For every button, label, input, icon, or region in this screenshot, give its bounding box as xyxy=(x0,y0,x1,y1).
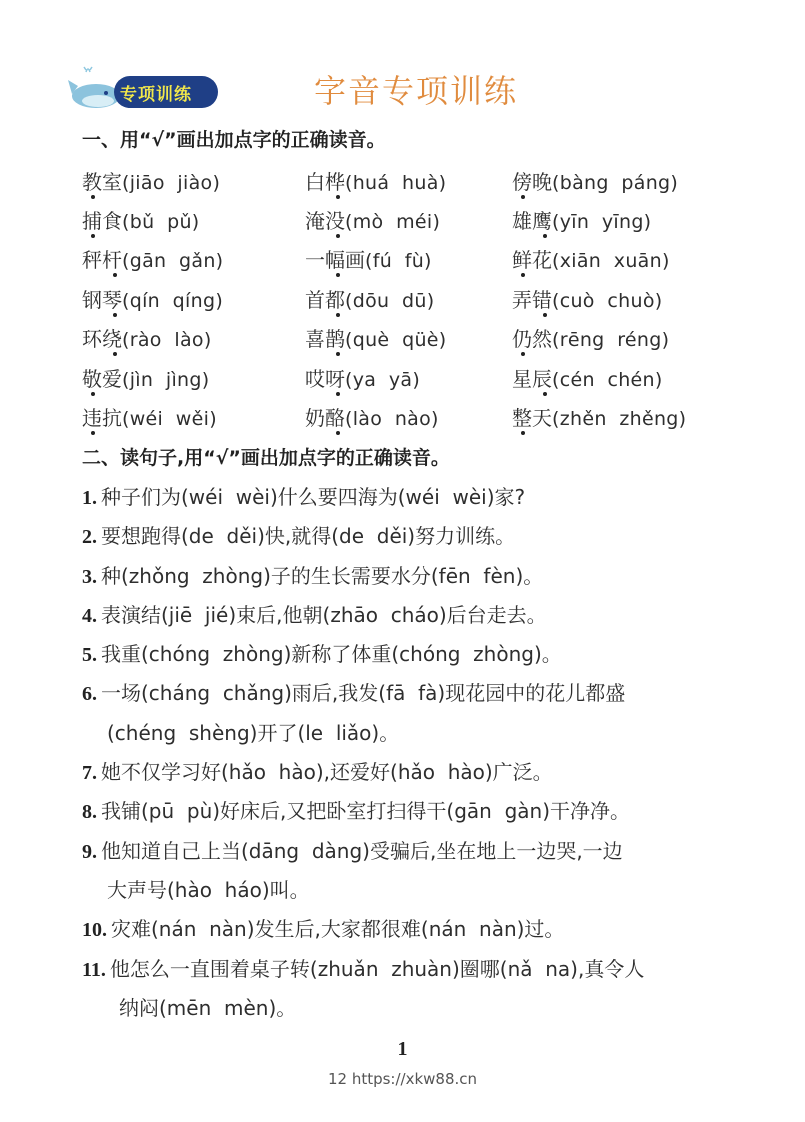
page-title: 字音专项训练 xyxy=(314,72,519,110)
emphasis-dot xyxy=(113,273,117,277)
emphasis-dot xyxy=(543,313,547,317)
sentence-number: 1. xyxy=(82,487,97,509)
sentence-number: 10. xyxy=(82,919,107,941)
word: 奶酪 xyxy=(305,406,345,430)
sentence-continuation xyxy=(107,874,310,903)
pinyin-options[interactable]: (què qüè) xyxy=(345,329,447,351)
pinyin-options[interactable]: (cuò chuò) xyxy=(552,290,663,312)
sentence-item xyxy=(82,677,625,706)
pinyin-options[interactable]: (xiān xuān) xyxy=(552,250,670,272)
sentence-text[interactable]: 纳闷(mēn mèn)。 xyxy=(119,996,297,1020)
sentence-number: 8. xyxy=(82,801,97,823)
sentence-item xyxy=(82,599,547,628)
pinyin-options[interactable]: (bǔ pǔ) xyxy=(122,211,200,233)
emphasis-dot xyxy=(336,234,340,238)
pinyin-options[interactable]: (wéi wěi) xyxy=(122,408,217,430)
pinyin-options[interactable]: (zhěn zhěng) xyxy=(552,408,687,430)
pinyin-options[interactable]: (cén chén) xyxy=(552,369,663,391)
sentence-continuation xyxy=(119,992,296,1021)
sentence-number: 5. xyxy=(82,644,97,666)
word-item xyxy=(82,166,220,195)
word: 一幅画 xyxy=(305,248,365,272)
pinyin-options[interactable]: (qín qíng) xyxy=(122,290,224,312)
word: 敬爱 xyxy=(82,367,122,391)
sentence-item xyxy=(82,560,543,589)
page-number: 1 xyxy=(397,1038,408,1060)
word-item xyxy=(82,205,200,234)
word-item xyxy=(512,402,686,431)
sentence-text[interactable]: 他怎么一直围着桌子转(zhuǎn zhuàn)圈哪(nǎ na),真令人 xyxy=(109,957,645,981)
badge-label: 专项训练 xyxy=(120,85,192,105)
emphasis-dot xyxy=(91,431,95,435)
sentence-item xyxy=(82,835,623,864)
pinyin-options[interactable]: (rēng réng) xyxy=(552,329,670,351)
pinyin-options[interactable]: (dōu dū) xyxy=(345,290,435,312)
sentence-text[interactable]: 她不仅学习好(hǎo hào),还爱好(hǎo hào)广泛。 xyxy=(101,760,553,784)
word-item xyxy=(82,363,209,392)
pinyin-options[interactable]: (huá huà) xyxy=(345,172,447,194)
emphasis-dot xyxy=(521,352,525,356)
word: 仍然 xyxy=(512,327,552,351)
sentence-text[interactable]: 我铺(pū pù)好床后,又把卧室打扫得干(gān gàn)干净净。 xyxy=(101,799,630,823)
word: 星辰 xyxy=(512,367,552,391)
pinyin-options[interactable]: (bàng páng) xyxy=(552,172,679,194)
pinyin-options[interactable]: (lào nào) xyxy=(345,408,439,430)
sentence-item xyxy=(82,795,630,824)
word: 鲜花 xyxy=(512,248,552,272)
word-item xyxy=(82,402,217,431)
word: 喜鹊 xyxy=(305,327,345,351)
sentence-item xyxy=(82,953,644,982)
word-item xyxy=(512,166,678,195)
sentence-number: 9. xyxy=(82,841,97,863)
pinyin-options[interactable]: (ya yā) xyxy=(345,369,421,391)
word-item xyxy=(305,166,446,195)
emphasis-dot xyxy=(543,234,547,238)
word-item xyxy=(512,244,670,273)
emphasis-dot xyxy=(521,431,525,435)
word: 违抗 xyxy=(82,406,122,430)
sentence-number: 6. xyxy=(82,683,97,705)
word-item xyxy=(82,244,223,273)
word: 雄鹰 xyxy=(512,209,552,233)
pinyin-options[interactable]: (mò méi) xyxy=(345,211,441,233)
emphasis-dot xyxy=(91,234,95,238)
pinyin-options[interactable]: (jiāo jiào) xyxy=(122,172,221,194)
sentence-text[interactable]: 种子们为(wéi wèi)什么要四海为(wéi wèi)家? xyxy=(101,485,526,509)
sentence-text[interactable]: 种(zhǒng zhòng)子的生长需要水分(fēn fèn)。 xyxy=(101,564,544,588)
emphasis-dot xyxy=(336,392,340,396)
word-item xyxy=(82,284,223,313)
emphasis-dot xyxy=(336,273,340,277)
emphasis-dot xyxy=(336,431,340,435)
sentence-text[interactable]: 他知道自己上当(dāng dàng)受骗后,坐在地上一边哭,一边 xyxy=(101,839,623,863)
pinyin-options[interactable]: (rào lào) xyxy=(122,329,212,351)
word-item xyxy=(305,284,434,313)
word: 整天 xyxy=(512,406,552,430)
pinyin-options[interactable]: (gān gǎn) xyxy=(122,250,224,272)
sentence-number: 7. xyxy=(82,762,97,784)
word-item xyxy=(305,323,447,352)
word: 教室 xyxy=(82,170,122,194)
word-item xyxy=(82,323,212,352)
word: 白桦 xyxy=(305,170,345,194)
word-item xyxy=(512,323,669,352)
word-item xyxy=(305,402,439,431)
sentence-item xyxy=(82,638,562,667)
pinyin-options[interactable]: (yīn yīng) xyxy=(552,211,652,233)
emphasis-dot xyxy=(336,313,340,317)
word-item xyxy=(512,284,662,313)
sentence-text[interactable]: 表演结(jiē jié)束后,他朝(zhāo cháo)后台走去。 xyxy=(101,603,547,627)
emphasis-dot xyxy=(113,313,117,317)
word: 淹没 xyxy=(305,209,345,233)
word-item xyxy=(305,205,440,234)
emphasis-dot xyxy=(336,195,340,199)
sentence-text[interactable]: 要想跑得(de děi)快,就得(de děi)努力训练。 xyxy=(101,524,516,548)
word: 钢琴 xyxy=(82,288,122,312)
section-2-heading: 二、读句子,用“√”画出加点字的正确读音。 xyxy=(82,447,450,469)
topic-badge xyxy=(66,66,222,110)
word: 捕食 xyxy=(82,209,122,233)
word: 傍晚 xyxy=(512,170,552,194)
sentence-continuation xyxy=(107,717,399,746)
sentence-number: 4. xyxy=(82,605,97,627)
sentence-item xyxy=(82,756,553,785)
emphasis-dot xyxy=(113,352,117,356)
word-item xyxy=(305,244,432,273)
word-item xyxy=(512,205,651,234)
sentence-text[interactable]: (chéng shèng)开了(le liǎo)。 xyxy=(107,721,400,745)
emphasis-dot xyxy=(521,195,525,199)
emphasis-dot xyxy=(521,273,525,277)
sentence-text[interactable]: 我重(chóng zhòng)新称了体重(chóng zhòng)。 xyxy=(101,642,562,666)
sentence-text[interactable]: 灾难(nán nàn)发生后,大家都很难(nán nàn)过。 xyxy=(111,917,565,941)
word: 秤杆 xyxy=(82,248,122,272)
pinyin-options[interactable]: (fú fù) xyxy=(365,250,432,272)
word: 首都 xyxy=(305,288,345,312)
sentence-text[interactable]: 一场(cháng chǎng)雨后,我发(fā fà)现花园中的花儿都盛 xyxy=(101,681,626,705)
sentence-number: 11. xyxy=(82,959,106,981)
word-item xyxy=(305,363,420,392)
word: 弄错 xyxy=(512,288,552,312)
sentence-text[interactable]: 大声号(hào háo)叫。 xyxy=(107,878,310,902)
emphasis-dot xyxy=(91,392,95,396)
emphasis-dot xyxy=(91,195,95,199)
sentence-number: 2. xyxy=(82,526,97,548)
emphasis-dot xyxy=(543,392,547,396)
pinyin-options[interactable]: (jìn jìng) xyxy=(122,369,210,391)
word: 哎呀 xyxy=(305,367,345,391)
word: 环绕 xyxy=(82,327,122,351)
sentence-item xyxy=(82,520,515,549)
sentence-item xyxy=(82,481,525,510)
sentence-number: 3. xyxy=(82,566,97,588)
word-item xyxy=(512,363,663,392)
sentence-item xyxy=(82,913,564,942)
emphasis-dot xyxy=(336,352,340,356)
section-1-heading: 一、用“√”画出加点字的正确读音。 xyxy=(82,129,386,151)
watermark: 12 https://xkw88.cn xyxy=(327,1070,478,1088)
